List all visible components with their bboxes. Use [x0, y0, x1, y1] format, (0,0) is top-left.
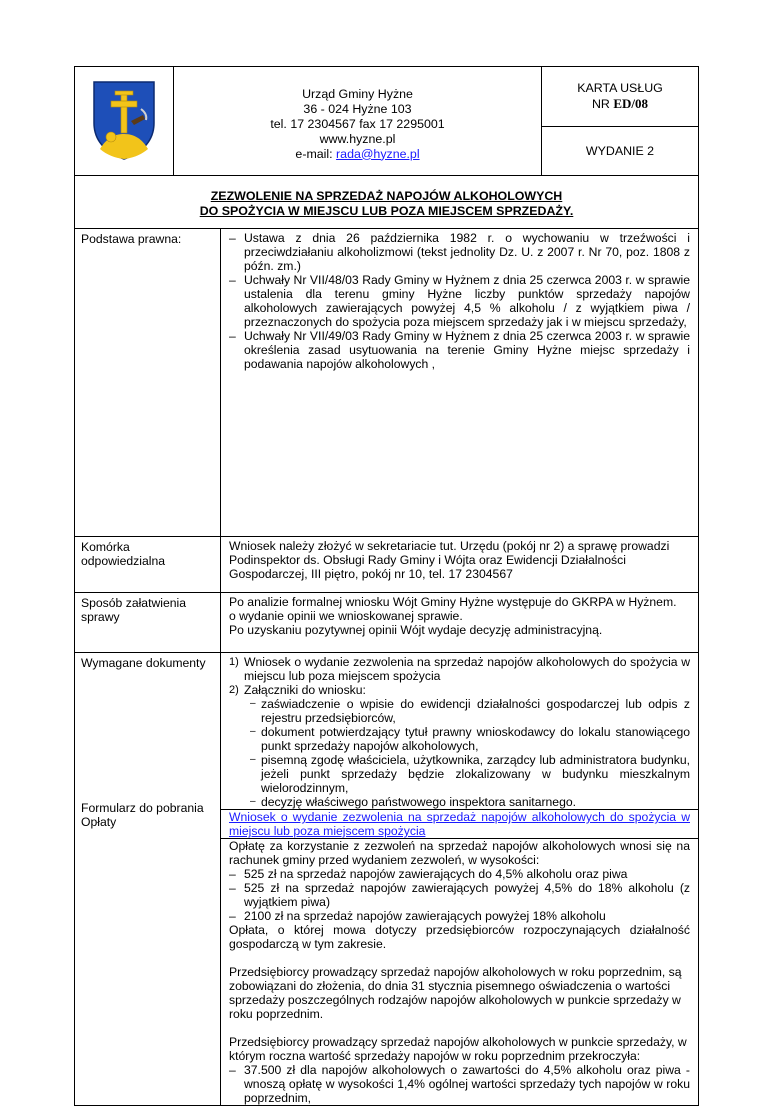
sposob-value: Po analizie formalnej wniosku Wójt Gminy Hyżne występuje do GKRPA w Hyżnem. o wydanie opinii we wnioskowanej sprawie. Po uzyskaniu pozytywnej opinii Wójt wydaje decyzję administracyjną.	[221, 593, 699, 653]
legal-basis-item: – Uchwały Nr VII/49/03 Rady Gminy w Hyżnem z dnia 25 czerwca 2003 r. w sprawie określenia zasad usytuowania na terenie Gminy Hyżne miejsc sprzedaży i podawania napojów alkoholowych ,	[229, 329, 690, 371]
coat-of-arms-icon	[91, 79, 157, 161]
service-card	[74, 66, 699, 1106]
attachment-item: – dokument potwierdzający tytuł prawny wnioskodawcy do lokalu stanowiącego punkt sprzedaży napojów alkoholowych,	[250, 725, 690, 753]
podstawa-label: Podstawa prawna:	[75, 229, 221, 537]
fee-item: – 2100 zł na sprzedaż napojów zawierających powyżej 18% alkoholu	[229, 909, 690, 923]
oplaty-label: Opłaty	[81, 815, 117, 829]
wymagane-label: Wymagane dokumenty	[81, 656, 206, 670]
postal-address: 36 - 024 Hyżne 103	[303, 101, 412, 116]
edition: WYDANIE 2	[542, 126, 699, 175]
email-line: e-mail: rada@hyzne.pl	[295, 146, 420, 161]
row-sposob	[75, 593, 699, 653]
row-komorka	[75, 537, 699, 593]
email-link[interactable]: rada@hyzne.pl	[336, 146, 420, 161]
required-doc-item: 1) Wniosek o wydanie zezwolenia na sprzedaż napojów alkoholowych do spożycia w miejscu lub poza miejscem spożycia	[229, 655, 690, 683]
card-number-cell	[542, 67, 699, 127]
row-wymagane	[75, 653, 699, 1106]
formularz-value	[221, 809, 698, 838]
annual-declaration-note: Przedsiębiorcy prowadzący sprzedaż napojów alkoholowych w roku poprzednim, są zobowiązani do złożenia, do dnia 31 stycznia pisemnego oświadczenia o wartości sprzedaży poszczególnych rodzajów napojów alkoholowych w punkcie sprzedaży w roku poprzednim.	[229, 965, 682, 1021]
attachment-item: – pisemną zgodę właściciela, użytkownika, zarządcy lub administratora budynku, jeżeli punkt sprzedaży będzie zlokalizowany w budynku mieszkalnym wielorodzinnym,	[250, 753, 690, 795]
office-address	[174, 67, 542, 176]
komorka-value: Wniosek należy złożyć w sekretariacie tut. Urzędu (pokój nr 2) a sprawę prowadzi Podinspektor ds. Obsługi Rady Gminy i Wójta oraz Ewidencji Działalności Gospodarczej, III piętro, pokój nr 10, tel. 17 2304567	[221, 537, 699, 593]
header-table	[74, 66, 699, 229]
website: www.hyzne.pl	[319, 131, 396, 146]
komorka-label: Komórka odpowiedzialna	[75, 537, 221, 593]
card-label: KARTA USŁUG	[577, 80, 663, 95]
application-form-link[interactable]: Wniosek o wydanie zezwolenia na sprzedaż napojów alkoholowych do spożycia w miejscu lub poza miejscem spożycia	[229, 810, 690, 838]
podstawa-value	[221, 229, 699, 537]
card-number: NR ED/08	[591, 95, 648, 111]
fee-item: – 525 zł na sprzedaż napojów zawierających powyżej 4,5% do 18% alkoholu (z wyjątkiem piwa)	[229, 881, 690, 909]
oplaty-value: Opłatę za korzystanie z zezwoleń na sprzedaż napojów alkoholowych wnosi się na rachunek gminy przed wydaniem zezwoleń, w wysokości: – 525 zł na sprzedaż napojów zawierających do 4,5% alkoholu oraz piwa – 525 zł na sprzedaż napojów zawierających powyżej 4,5% do 18% alkoholu (z wyjątkiem piwa) – 2100 zł na sprzedaż napojów zawierających powyżej 18% alkoholu Opłata, o której mowa dotyczy przedsiębiorców rozpoczynających działalność gospodarczą w tym zakresie. Przedsiębiorcy prowadzący sprzedaż napojów alkoholowych w roku poprzednim, są zobowiązani do złożenia, do dnia 31 stycznia pisemnego oświadczenia o wartości sprzedaży poszczególnych rodzajów napojów alkoholowych w punkcie sprzedaży w roku poprzednim. Przedsiębiorcy prowadzący sprzedaż napojów alkoholowych w punkcie sprzedaży, w którym roczna wartość sprzedaży napojów w roku poprzednim przekroczyła: – 37.500 zł dla napojów alkoholowych o zawartości do 4,5% alkoholu oraz piwa - wnoszą opłatę w wysokości 1,4% ogólnej wartości sprzedaży tych napojów w roku poprzednim,	[221, 838, 698, 1105]
formularz-label: Formularz do pobrania	[81, 801, 204, 815]
logo-cell	[75, 67, 174, 176]
legal-basis-item: – Ustawa z dnia 26 października 1982 r. o wychowaniu w trzeźwości i przeciwdziałaniu alkoholizmowi (tekst jednolity Dz. U. z 2007 r. Nr 70, poz. 1808 z późn. zm.)	[229, 231, 690, 273]
phone-fax: tel. 17 2304567 fax 17 2295001	[270, 116, 445, 131]
fee-item: – 525 zł na sprzedaż napojów zawierających do 4,5% alkoholu oraz piwa	[229, 867, 690, 881]
sposob-label: Sposób załatwienia sprawy	[75, 593, 221, 653]
legal-basis-item: – Uchwały Nr VII/48/03 Rady Gminy w Hyżnem z dnia 25 czerwca 2003 r. w sprawie ustalenia dla terenu gminy Hyżne liczby punktów sprzedaży napojów alkoholowych zawierających powyżej 4,5 % alkoholu / z wyjątkiem piwa / przeznaczonych do spożycia poza miejscem sprzedaży jak i w miejscu sprzedaży,	[229, 273, 690, 329]
fee-note: Opłata, o której mowa dotyczy przedsiębiorców rozpoczynających działalność gospodarczą w tym zakresie.	[229, 923, 690, 951]
card-code: ED/08	[613, 95, 648, 111]
attachment-item: – decyzję właściwego państwowego inspektora sanitarnego.	[250, 795, 690, 809]
row-podstawa	[75, 229, 699, 537]
wymagane-value	[221, 653, 699, 1106]
wymagane-label-cell	[75, 653, 221, 1106]
permit-title: ZEZWOLENIE NA SPRZEDAŻ NAPOJÓW ALKOHOLOWYCH DO SPOŻYCIA W MIEJSCU LUB POZA MIEJSCEM SPRZEDAŻY.	[75, 176, 699, 229]
annual-fee-intro: Przedsiębiorcy prowadzący sprzedaż napojów alkoholowych w punkcie sprzedaży, w którym roczna wartość sprzedaży napojów w roku poprzednim przekroczyła:	[229, 1035, 687, 1063]
threshold-item: – 37.500 zł dla napojów alkoholowych o zawartości do 4,5% alkoholu oraz piwa - wnoszą opłatę w wysokości 1,4% ogólnej wartości sprzedaży tych napojów w roku poprzednim,	[229, 1063, 690, 1105]
office-name: Urząd Gminy Hyżne	[302, 86, 413, 101]
required-doc-item: 2) Załączniki do wniosku: – zaświadczenie o wpisie do ewidencji działalności gospodarczej lub odpis z rejestru przedsiębiorców, – dokument potwierdzający tytuł prawny wnioskodawcy do lokalu stanowiącego punkt sprzedaży napojów alkoholowych, – pisemną zgodę właściciela, użytkownika, zarządcy lub administratora budynku, jeżeli punkt sprzedaży będzie zlokalizowany w budynku mieszkalnym wielorodzinnym, – decyzję właściwego państwowego inspektora sanitarnego.	[229, 683, 690, 809]
attachment-item: – zaświadczenie o wpisie do ewidencji działalności gospodarczej lub odpis z rejestru przedsiębiorców,	[250, 697, 690, 725]
details-table	[74, 228, 699, 1106]
